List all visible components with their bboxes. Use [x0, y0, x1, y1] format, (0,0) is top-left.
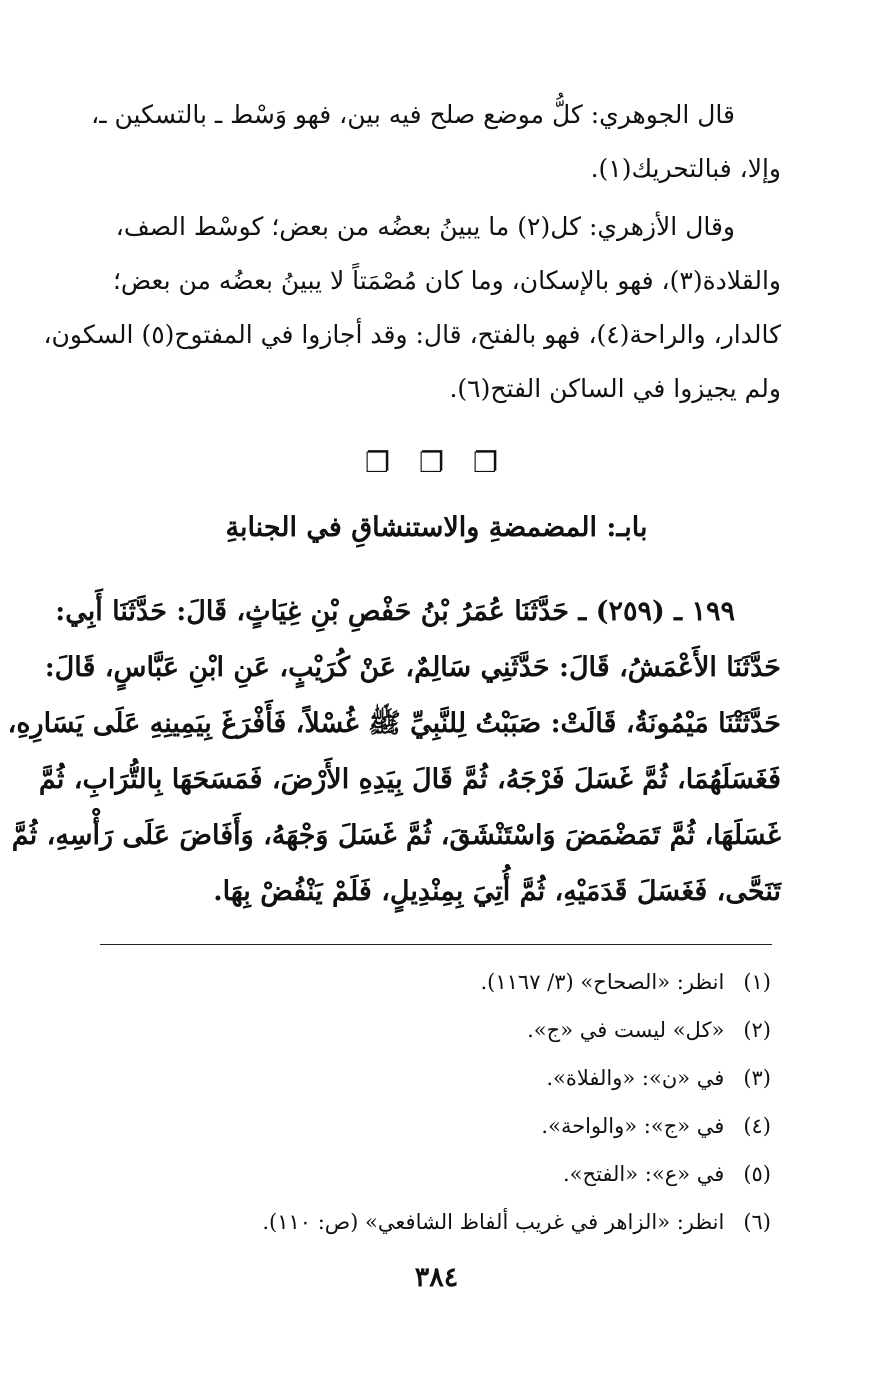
footnote-item — [71, 1006, 771, 1054]
footnote-number: (٣) — [743, 1066, 771, 1090]
hadith-text — [7, 584, 781, 920]
page-number: ٣٨٤ — [414, 1262, 459, 1293]
paragraph-azhari — [43, 200, 781, 416]
footnote-text: انظر: «الصحاح» (٣/ ١١٦٧). — [480, 970, 725, 994]
footnote-text: في «ن»: «والفلاة». — [546, 1066, 725, 1090]
text-line: كالدار، والراحة(٤)، فهو بالفتح، قال: وقد أجازوا في المفتوح(٥) السكون، — [43, 320, 781, 349]
footnote-item — [71, 1198, 771, 1246]
footnote-text: في «ج»: «والواحة». — [541, 1114, 725, 1138]
text-line: وقال الأزهري: كل(٢) ما يبينُ بعضُه من بعض؛ كوسْط الصف، — [115, 212, 735, 241]
footnote-text: في «ع»: «الفتح». — [562, 1162, 725, 1186]
text-line: وإلا، فبالتحريك(١). — [590, 154, 781, 183]
footnote-number: (٥) — [743, 1162, 771, 1186]
hadith-line: ١٩٩ ـ (٢٥٩) ـ حَدَّثَنَا عُمَرُ بْنُ حَفْصِ بْنِ غِيَاثٍ، قَالَ: حَدَّثَنَا أَبِي: — [55, 596, 735, 627]
text-line: ولم يجيزوا في الساكن الفتح(٦). — [449, 374, 781, 403]
footnotes — [71, 958, 771, 1246]
footnote-item — [71, 1150, 771, 1198]
footnote-number: (٤) — [743, 1114, 771, 1138]
footnote-divider — [100, 944, 772, 945]
footnote-text: «كل» ليست في «ج». — [527, 1018, 725, 1042]
footnote-number: (٢) — [743, 1018, 771, 1042]
hadith-line: حَدَّثَنَا الأَعْمَشُ، قَالَ: حَدَّثَنِي سَالِمٌ، عَنْ كُرَيْبٍ، عَنِ ابْنِ عَبَّاسٍ، قَالَ: — [44, 652, 781, 683]
footnote-text: انظر: «الزاهر في غريب ألفاظ الشافعي» (ص: ١١٠). — [262, 1210, 725, 1234]
text-line: قال الجوهري: كلُّ موضع صلح فيه بين، فهو وَسْط ـ بالتسكين ـ، — [91, 100, 735, 129]
hadith-line: تَنَحَّى، فَغَسَلَ قَدَمَيْهِ، ثُمَّ أُتِيَ بِمِنْدِيلٍ، فَلَمْ يَنْفُضْ بِهَا. — [213, 876, 781, 907]
footnote-item — [71, 958, 771, 1006]
section-separator: ❐ ❐ ❐ — [364, 446, 509, 479]
footnote-item — [71, 1102, 771, 1150]
paragraph-jawhari — [69, 88, 781, 196]
footnote-number: (١) — [743, 970, 771, 994]
hadith-line: حَدَّثَتْنَا مَيْمُونَةُ، قَالَتْ: صَبَبْتُ لِلنَّبِيِّ ﷺ غُسْلاً، فَأَفْرَغَ بِيَمِينِهِ عَلَى يَسَارِهِ، — [7, 708, 781, 739]
footnote-item — [71, 1054, 771, 1102]
footnote-number: (٦) — [743, 1210, 771, 1234]
chapter-heading: بابـ: المضمضةِ والاستنشاقِ في الجنابةِ — [225, 512, 648, 543]
hadith-line: غَسَلَهَا، ثُمَّ تَمَضْمَضَ وَاسْتَنْشَقَ، ثُمَّ غَسَلَ وَجْهَهُ، وَأَفَاضَ عَلَى رَأْسِهِ، ثُمَّ — [11, 820, 781, 851]
text-line: والقلادة(٣)، فهو بالإسكان، وما كان مُصْمَتاً لا يبينُ بعضُه من بعض؛ — [112, 266, 781, 295]
hadith-line: فَغَسَلَهُمَا، ثُمَّ غَسَلَ فَرْجَهُ، ثُمَّ قَالَ بِيَدِهِ الأَرْضَ، فَمَسَحَهَا بِالتُّرَابِ، ثُمَّ — [38, 764, 781, 795]
